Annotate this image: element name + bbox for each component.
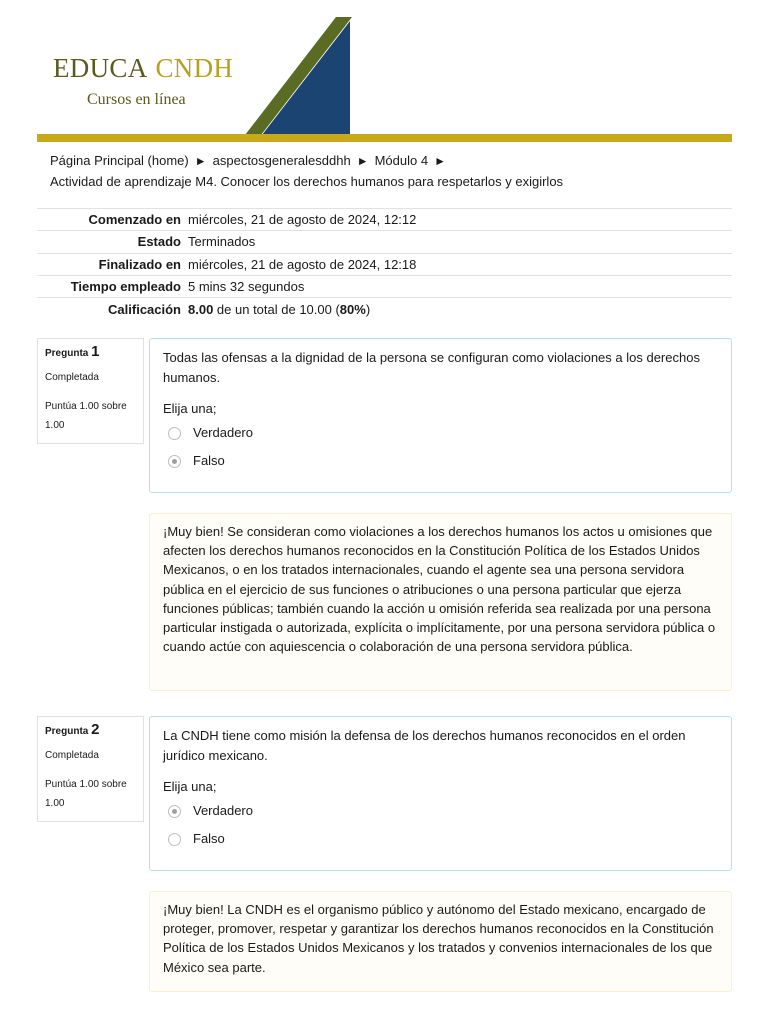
answer-option-label: Verdadero bbox=[193, 425, 253, 440]
brand-word-cndh: CNDH bbox=[155, 53, 234, 83]
radio-button-selected[interactable] bbox=[168, 805, 181, 818]
question-grade: Puntúa 1.00 sobre 1.00 bbox=[45, 779, 127, 809]
summary-row-grade bbox=[37, 298, 732, 320]
answer-option[interactable] bbox=[163, 447, 718, 475]
question-number bbox=[45, 723, 136, 739]
answer-option-label: Falso bbox=[193, 831, 225, 846]
breadcrumb-separator: ► bbox=[194, 154, 207, 168]
summary-value: miércoles, 21 de agosto de 2024, 12:18 bbox=[188, 256, 417, 272]
question-info-2 bbox=[37, 716, 144, 822]
brand-logo-graphic bbox=[245, 17, 352, 135]
brand-logo-text[interactable] bbox=[53, 53, 233, 84]
header-gold-bar bbox=[37, 134, 732, 142]
feedback-box-1: ¡Muy bien! Se consideran como violaciones a los derechos humanos los actos u omisiones que afecten los derechos humanos reconocidos en la Constitución Política de los Estados Unidos Mexicanos, o en los tratados internacionales, cuando el agente sea una persona servidora pública en el ejercicio de sus funciones o atribuciones o una persona particular que ejerza funciones públicas; también cuando la acción u omisión referida sea realizada por una persona particular instigada o autorizada, explícita o implícitamente, por una persona servidora pública o cuando actúe con aquiescencia o colaboración de una persona servidora pública. bbox=[149, 513, 732, 691]
summary-row-started bbox=[37, 209, 732, 231]
question-grade: Puntúa 1.00 sobre 1.00 bbox=[45, 401, 127, 431]
question-info-1 bbox=[37, 338, 144, 444]
summary-value: 5 mins 32 segundos bbox=[188, 279, 305, 295]
question-text: La CNDH tiene como misión la defensa de los derechos humanos reconocidos en el orden jurídico mexicano. bbox=[163, 728, 686, 763]
grade-percent: 80% bbox=[339, 301, 366, 317]
grade-text-end: ) bbox=[365, 301, 371, 317]
summary-value: Terminados bbox=[188, 234, 256, 250]
feedback-box-2: ¡Muy bien! La CNDH es el organismo público y autónomo del Estado mexicano, encargado de proteger, promover, respetar y garantizar los derechos humanos reconocidos en la Constitución Política de los Estados Unidos Mexicanos y los tratados y convenios internacionales de los que México sea parte. bbox=[149, 891, 732, 992]
answer-option-label: Falso bbox=[193, 453, 225, 468]
answer-option[interactable] bbox=[163, 419, 718, 447]
question-number bbox=[45, 345, 136, 361]
question-state: Completada bbox=[45, 750, 99, 761]
breadcrumb-home[interactable]: Página Principal (home) bbox=[50, 153, 189, 168]
breadcrumb-course[interactable]: aspectosgeneralesddhh bbox=[212, 153, 351, 168]
summary-row-finished bbox=[37, 253, 732, 275]
brand-word-educa: EDUCA bbox=[53, 53, 148, 83]
brand-subtitle: Cursos en línea bbox=[87, 91, 186, 108]
answer-option[interactable] bbox=[163, 797, 718, 825]
question-content-2 bbox=[149, 716, 732, 871]
breadcrumb-current-activity[interactable]: Actividad de aprendizaje M4. Conocer los derechos humanos para respetarlos y exigirlos bbox=[50, 173, 564, 189]
radio-button-selected[interactable] bbox=[168, 455, 181, 468]
answer-prompt: Elija una; bbox=[163, 779, 217, 794]
answer-option[interactable] bbox=[163, 825, 718, 853]
answer-option-label: Verdadero bbox=[193, 803, 253, 818]
grade-text: de un total de 10.00 ( bbox=[213, 301, 340, 317]
question-label: Pregunta bbox=[45, 348, 89, 359]
summary-label: Calificación bbox=[108, 301, 181, 317]
summary-row-time-taken bbox=[37, 275, 732, 297]
site-header bbox=[0, 0, 768, 142]
question-content-1 bbox=[149, 338, 732, 493]
answer-prompt: Elija una; bbox=[163, 401, 217, 416]
breadcrumb-module[interactable]: Módulo 4 bbox=[374, 153, 429, 168]
question-state: Completada bbox=[45, 372, 99, 383]
question-number-value: 2 bbox=[91, 721, 100, 738]
question-label: Pregunta bbox=[45, 726, 89, 737]
grade-score: 8.00 bbox=[188, 301, 214, 317]
attempt-summary-table bbox=[37, 208, 732, 320]
radio-button[interactable] bbox=[168, 833, 181, 846]
breadcrumb-separator: ► bbox=[356, 154, 369, 168]
summary-label: Tiempo empleado bbox=[70, 279, 181, 295]
breadcrumb bbox=[50, 151, 740, 191]
summary-row-state bbox=[37, 231, 732, 253]
summary-value: miércoles, 21 de agosto de 2024, 12:12 bbox=[188, 212, 417, 228]
logo-navy-triangle bbox=[262, 21, 350, 135]
question-number-value: 1 bbox=[91, 343, 100, 360]
radio-button[interactable] bbox=[168, 427, 181, 440]
question-text: Todas las ofensas a la dignidad de la persona se configuran como violaciones a los derechos humanos. bbox=[163, 350, 700, 385]
breadcrumb-separator: ► bbox=[434, 154, 446, 168]
grade-value bbox=[188, 298, 732, 320]
summary-label: Estado bbox=[137, 234, 181, 250]
summary-label: Finalizado en bbox=[98, 256, 181, 272]
summary-label: Comenzado en bbox=[88, 212, 181, 228]
